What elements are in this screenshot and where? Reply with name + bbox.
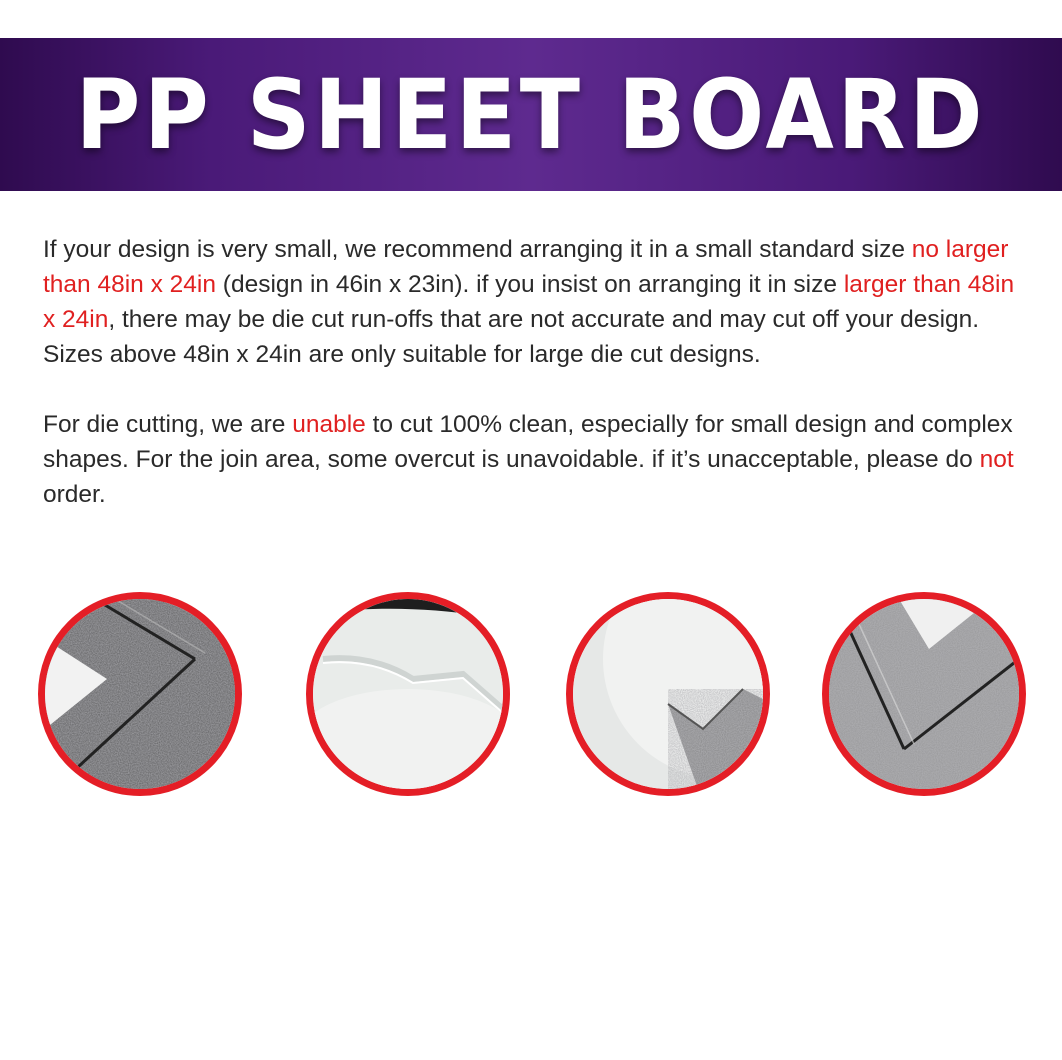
- p1-text-2: (design in 46in x 23in). if you insist on arranging it in size: [216, 271, 844, 298]
- banner-title: PP SHEET BOARD: [75, 58, 987, 171]
- sample-images-row: [0, 592, 1062, 796]
- paragraph-size-recommendation: [43, 232, 1033, 372]
- p2-text-1: For die cutting, we are: [43, 411, 293, 438]
- p2-text-2: to cut 100% clean, especially for small design and complex shapes. For the join area, some overcut is unavoidable. if it’s unacceptable, please do: [43, 411, 1013, 473]
- sample-image-white-glitter-shape: [566, 592, 770, 796]
- p2-highlight-2: not: [979, 446, 1014, 473]
- title-banner: [0, 38, 1062, 191]
- sample-image-light-glitter-chevron: [822, 592, 1026, 796]
- sample-image-dark-glitter-corner: [38, 592, 242, 796]
- p1-text-1: If your design is very small, we recommend arranging it in a small standard size: [43, 236, 912, 263]
- p1-text-3: , there may be die cut run-offs that are not accurate and may cut off your design. Sizes above 48in x 24in are only suitable for large die cut designs.: [43, 306, 980, 368]
- paragraph-die-cutting: [43, 407, 1033, 512]
- p1-highlight-1: no larger than 48in x 24in: [43, 236, 1009, 298]
- p2-highlight-1: unable: [292, 411, 366, 438]
- info-text: [43, 232, 1033, 547]
- p2-text-3: order.: [43, 481, 106, 508]
- p1-highlight-2: larger than 48in x 24in: [43, 271, 1015, 333]
- sample-image-white-cut: [306, 592, 510, 796]
